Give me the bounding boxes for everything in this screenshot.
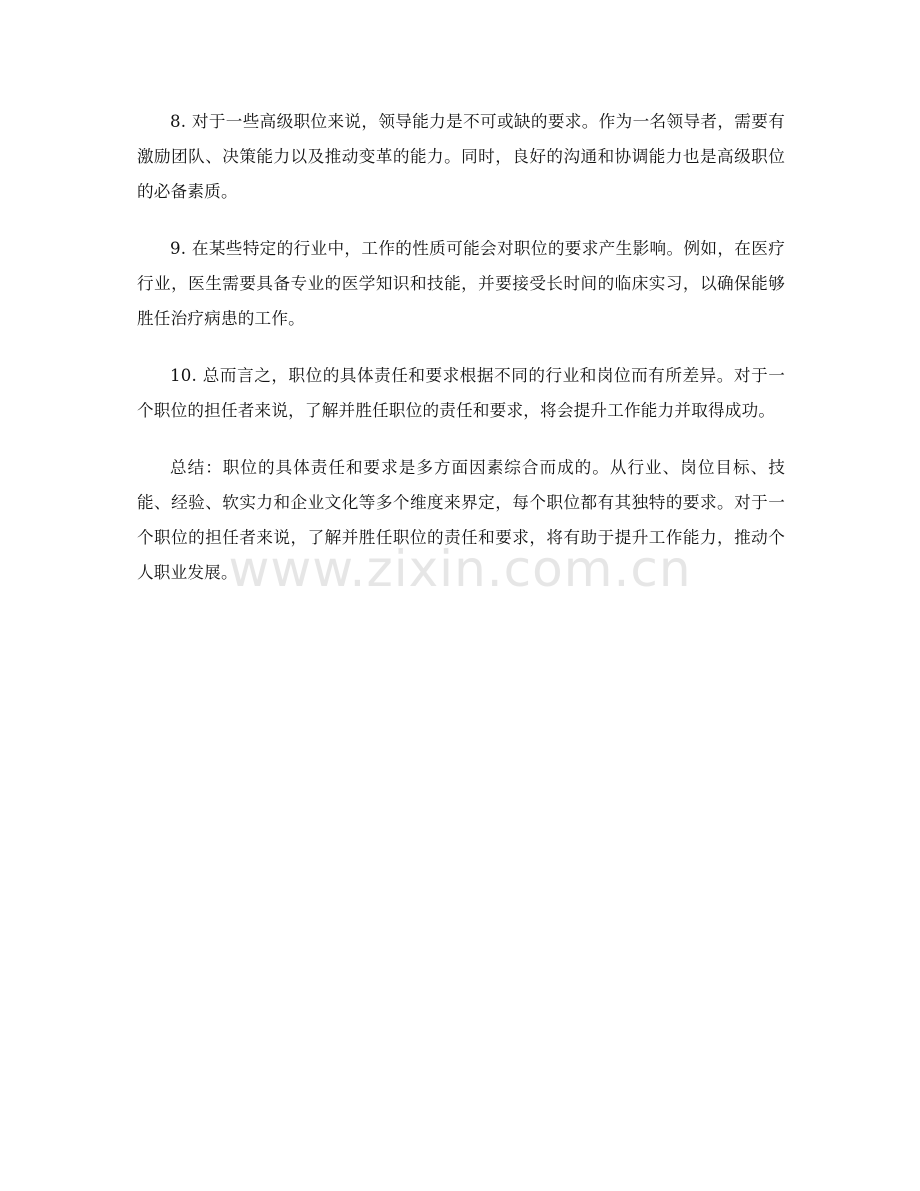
summary-paragraph: 总结：职位的具体责任和要求是多方面因素综合而成的。从行业、岗位目标、技能、经验、软实力和企业文化等多个维度来界定，每个职位都有其独特的要求。对于一个职位的担任者来说，了解并胜任职位的责任和要求，将有助于提升工作能力，推动个人职业发展。 (137, 458, 785, 582)
watermark: www.zixin.com.cn (228, 540, 692, 598)
paragraph-8: 8. 对于一些高级职位来说，领导能力是不可或缺的要求。作为一名领导者，需要有激励团队、决策能力以及推动变革的能力。同时，良好的沟通和协调能力也是高级职位的必备素质。 (137, 112, 785, 201)
document-body (137, 104, 785, 612)
paragraph-9: 9. 在某些特定的行业中，工作的性质可能会对职位的要求产生影响。例如，在医疗行业，医生需要具备专业的医学知识和技能，并要接受长时间的临床实习，以确保能够胜任治疗病患的工作。 (137, 239, 785, 328)
paragraph-10: 10. 总而言之，职位的具体责任和要求根据不同的行业和岗位而有所差异。对于一个职位的担任者来说，了解并胜任职位的责任和要求，将会提升工作能力并取得成功。 (137, 366, 785, 420)
